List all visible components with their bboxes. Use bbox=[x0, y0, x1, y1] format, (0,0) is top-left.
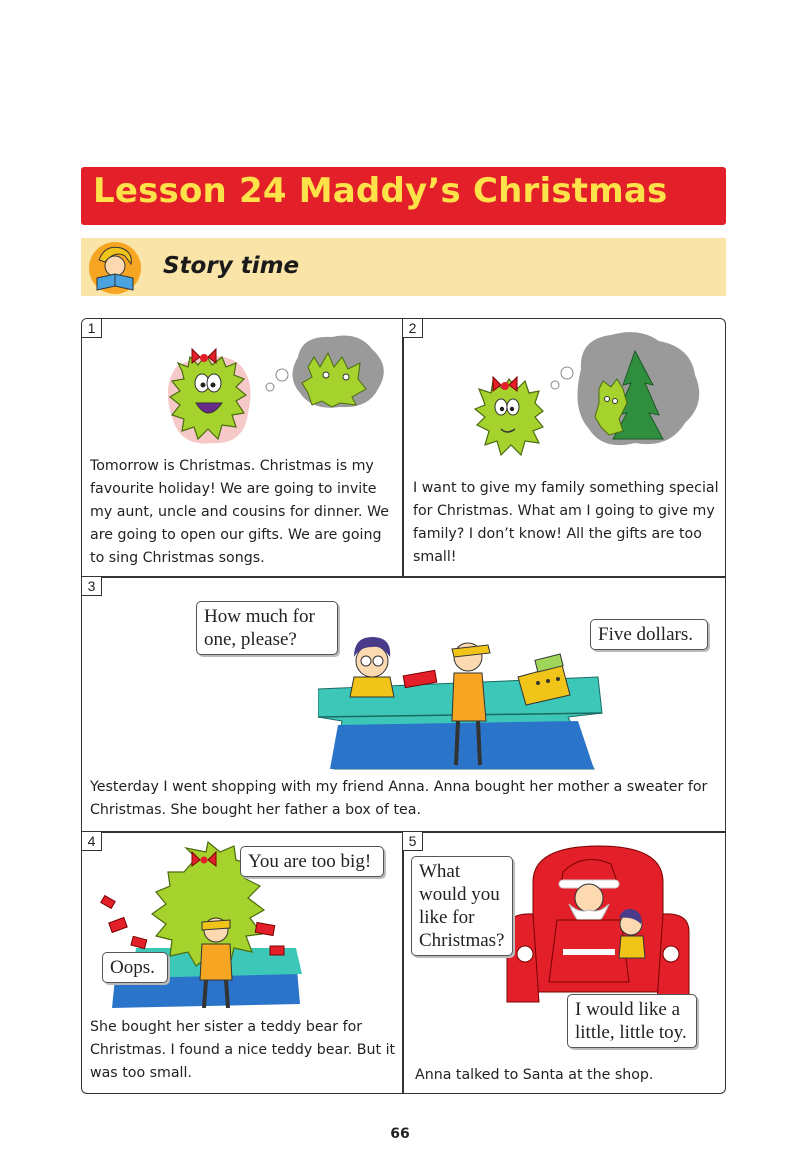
speech-bubble-shopkeeper: Five dollars. bbox=[590, 619, 708, 650]
panel-caption: I want to give my family something special for Christmas. What am I going to give my family? I don’t know! All the gifts are too small! bbox=[413, 480, 719, 565]
panel-caption: She bought her sister a teddy bear for Christmas. I found a nice teddy bear. But it was too small. bbox=[90, 1019, 396, 1081]
section-header bbox=[81, 238, 726, 296]
panel-1 bbox=[82, 319, 402, 576]
speech-bubble-maddy: Oops. bbox=[102, 952, 168, 983]
section-title: Story time bbox=[163, 253, 300, 279]
speech-bubble-santa: What would you like for Christmas? bbox=[411, 856, 513, 956]
reading-child-icon bbox=[85, 240, 149, 296]
panel-number: 5 bbox=[403, 832, 423, 851]
speech-bubble-family: You are too big! bbox=[240, 846, 384, 877]
lesson-title-bar bbox=[81, 167, 726, 225]
story-comic bbox=[81, 318, 726, 1094]
panel-number: 4 bbox=[82, 832, 102, 851]
panel-caption: Tomorrow is Christmas. Christmas is my favourite holiday! We are going to invite my aunt, uncle and cousins for dinner. We are going to open our gifts. We are going to sing Christmas songs. bbox=[90, 458, 390, 566]
panel-number: 1 bbox=[82, 319, 102, 338]
panel-2 bbox=[403, 319, 726, 576]
shop-counter-illustration bbox=[318, 617, 614, 771]
panel-4 bbox=[82, 832, 402, 1094]
panel-caption: Yesterday I went shopping with my friend Anna. Anna bought her mother a sweater for Christmas. She bought her father a box of tea. bbox=[90, 779, 708, 818]
speech-bubble-anna: I would like a little, little toy. bbox=[567, 994, 697, 1048]
maddy-thinking-illustration bbox=[152, 327, 392, 453]
panel-number: 3 bbox=[82, 577, 102, 596]
maddy-dreaming-tree-illustration bbox=[463, 323, 713, 469]
panel-number: 2 bbox=[403, 319, 423, 338]
lesson-title: Lesson 24 Maddy’s Christmas bbox=[93, 171, 668, 211]
speech-bubble-anna: How much for one, please? bbox=[196, 601, 338, 655]
page-number: 66 bbox=[390, 1126, 410, 1142]
panel-5 bbox=[403, 832, 726, 1094]
panel-caption: Anna talked to Santa at the shop. bbox=[415, 1067, 654, 1083]
panel-3 bbox=[82, 577, 726, 831]
